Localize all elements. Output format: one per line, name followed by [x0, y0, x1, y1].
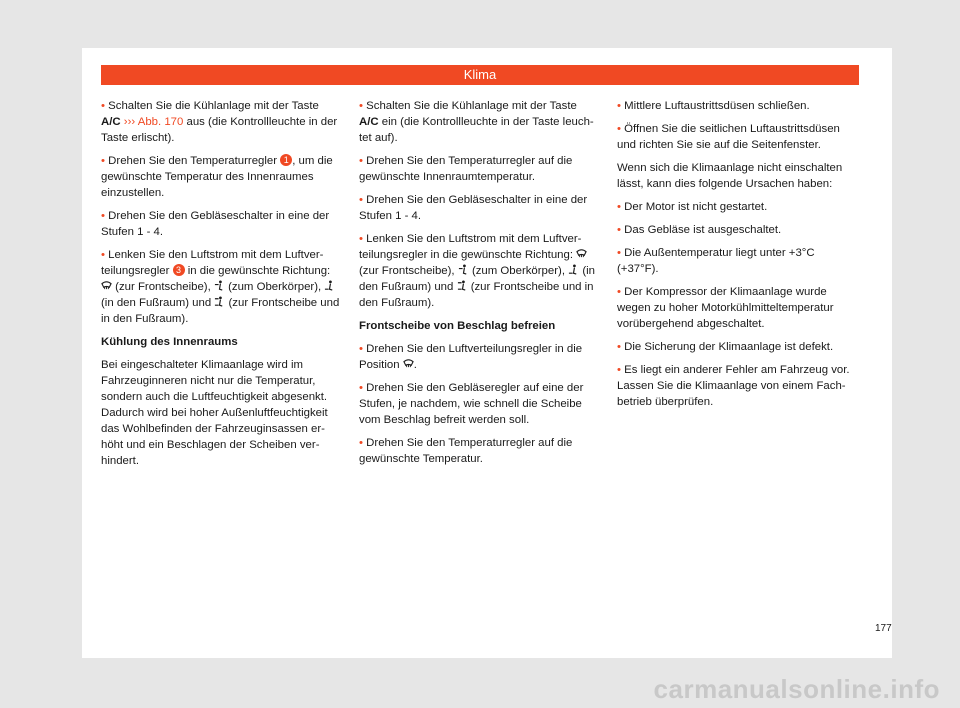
instruction-13: • Öffnen Sie die seitlichen Luftaustrittsdüsen und richten Sie sie auf die Seitenfenster.	[617, 123, 840, 151]
instruction-1: • Schalten Sie die Kühlanlage mit der Taste A/C ››› Abb. 170 aus (die Kontrollleuchte in der Taste erlischt).	[101, 100, 338, 144]
paragraph-cooling: Bei eingeschalteter Klimaanlage wird im Fahrzeuginneren nicht nur die Temperatur, sondern auch die Luftfeuchtigkeit abgesenkt. Dadurch wird bei hoher Außenluftfeuchtigkeit das Wohlbefinden der Fahrzeuginsassen erhöht und ein Beschlagen der Scheiben verhindert.	[101, 359, 328, 467]
windshield-icon	[403, 358, 414, 369]
watermark: carmanualsonline.info	[653, 674, 940, 704]
cause-4: • Der Kompressor der Klimaanlage wurde wegen zu hoher Motorkühlmitteltemperatur vorübergehend abgeschaltet.	[617, 286, 834, 330]
windshield-icon	[576, 248, 587, 259]
paragraph-causes: Wenn sich die Klimaanlage nicht einschalten lässt, kann dies folgende Ursachen haben:	[617, 162, 843, 190]
column-2	[359, 98, 599, 474]
upper-body-icon	[458, 264, 469, 275]
cause-3: • Die Außentemperatur liegt unter +3°C (+37°F).	[617, 247, 815, 275]
ac-button-symbol: A/C	[359, 116, 379, 128]
subheading-defrost: Frontscheibe von Beschlag befreien	[359, 320, 556, 332]
section-header: Klima	[101, 65, 859, 85]
callout-number-1: 1	[280, 154, 292, 166]
cause-5: • Die Sicherung der Klimaanlage ist defekt.	[617, 341, 834, 353]
instruction-8: • Lenken Sie den Luftstrom mit dem Luftverteilungsregler in die gewünschte Richtung: (zur Frontscheibe), (zum Oberkörper), (in den Fußraum) und (zur Frontscheibe und in den Fußraum).	[359, 233, 595, 309]
figure-reference[interactable]: Abb. 170	[137, 116, 184, 128]
instruction-11: • Drehen Sie den Temperaturregler auf die gewünschte Temperatur.	[359, 437, 573, 465]
instruction-3: • Drehen Sie den Gebläseschalter in eine der Stufen 1 - 4.	[101, 210, 330, 238]
column-1	[101, 98, 341, 476]
footwell-icon	[324, 280, 335, 291]
cause-6: • Es liegt ein anderer Fehler am Fahrzeug vor. Lassen Sie die Klimaanlage von einem Fachbetrieb überprüfen.	[617, 364, 850, 408]
subheading-cooling: Kühlung des Innenraums	[101, 336, 238, 348]
instruction-4: • Lenken Sie den Luftstrom mit dem Luftverteilungsregler 3 in die gewünschte Richtung: (zur Frontscheibe), (zum Oberkörper), (in den Fußraum) und (zur Frontscheibe und in den Fußraum).	[101, 249, 340, 325]
instruction-10: • Drehen Sie den Gebläseregler auf eine der Stufen, je nachdem, wie schnell die Scheibe vom Beschlag befreit werden soll.	[359, 382, 584, 426]
instruction-12: • Mittlere Luftaustrittsdüsen schließen.	[617, 100, 810, 112]
callout-number-3: 3	[173, 264, 185, 276]
upper-body-icon	[214, 280, 225, 291]
cause-2: • Das Gebläse ist ausgeschaltet.	[617, 224, 782, 236]
instruction-2: • Drehen Sie den Temperaturregler 1 , um die gewünschte Temperatur des Innenraumes einzustellen.	[101, 155, 333, 199]
footwell-icon	[568, 264, 579, 275]
column-3	[617, 98, 857, 417]
cause-1: • Der Motor ist nicht gestartet.	[617, 201, 768, 213]
instruction-6: • Drehen Sie den Temperaturregler auf die gewünschte Innenraumtemperatur.	[359, 155, 573, 183]
page-number: 177	[875, 623, 892, 634]
windshield-footwell-icon	[214, 296, 225, 307]
windshield-footwell-icon	[457, 280, 468, 291]
instruction-7: • Drehen Sie den Gebläseschalter in eine der Stufen 1 - 4.	[359, 194, 588, 222]
instruction-9: • Drehen Sie den Luftverteilungsregler in die Position .	[359, 343, 583, 371]
ac-button-symbol: A/C	[101, 116, 121, 128]
windshield-icon	[101, 280, 112, 291]
instruction-5: • Schalten Sie die Kühlanlage mit der Taste A/C ein (die Kontrollleuchte in der Taste leuchtet auf).	[359, 100, 594, 144]
